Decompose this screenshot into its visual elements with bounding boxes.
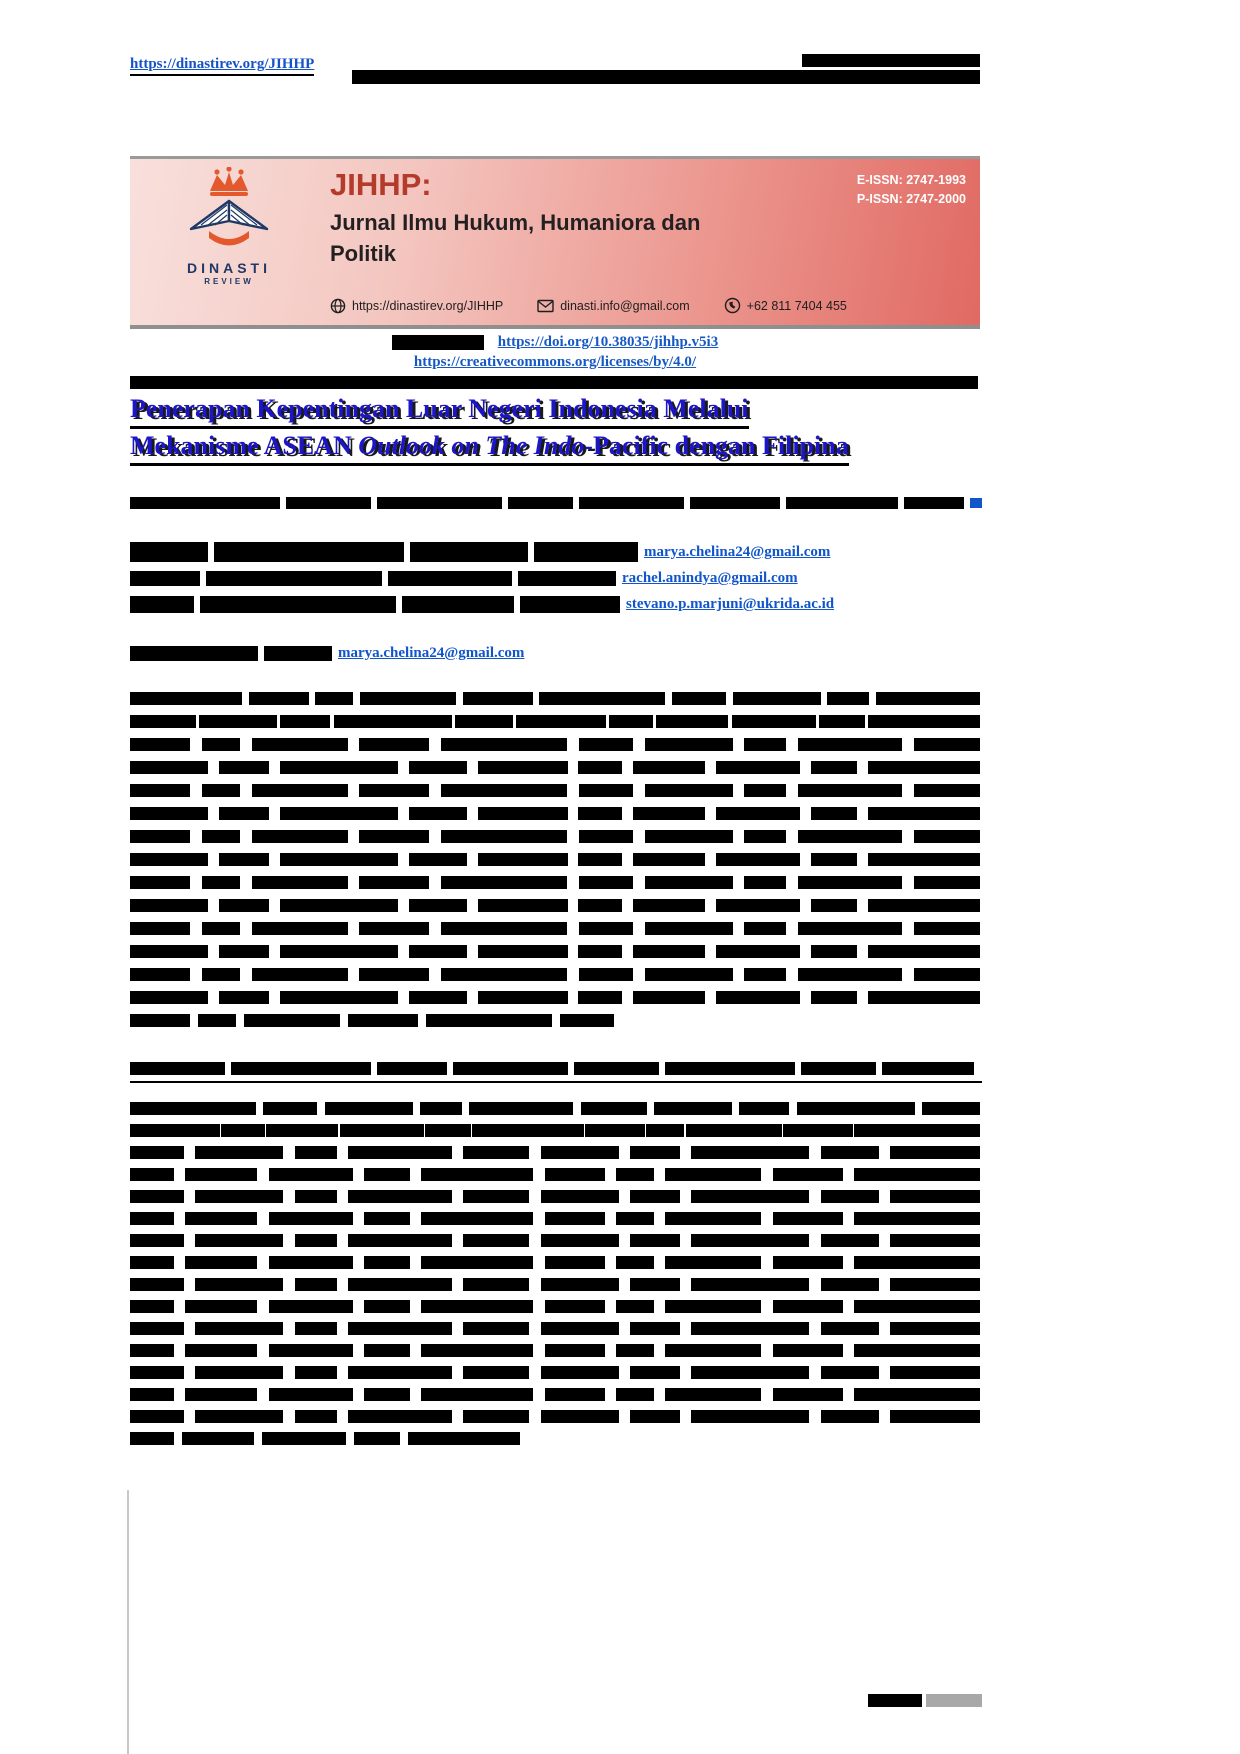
journal-banner [130,156,980,329]
author-email-3[interactable]: stevano.p.marjuni@ukrida.ac.id [626,596,835,612]
redacted-abstract-paragraph [130,692,980,1037]
section-rule [130,1081,982,1083]
redacted-affiliation-3 [130,596,626,613]
license-link[interactable]: https://creativecommons.org/licenses/by/4.0/ [413,354,697,370]
author-email-2[interactable]: rachel.anindya@gmail.com [622,570,798,586]
author-email-1[interactable]: marya.chelina24@gmail.com [644,543,831,560]
page-edge-artifact [127,1490,129,1754]
journal-name-line1: Jurnal Ilmu Hukum, Humaniora dan [330,210,701,235]
header-journal-link[interactable]: https://dinastirev.org/JIHHP [130,56,314,76]
title-line2-italic: Outlook on The Indo- [358,431,594,460]
envelope-icon [537,299,554,313]
logo-text-dinasti: DINASTI [187,260,271,276]
article-title [130,392,982,466]
phone-icon [724,297,741,314]
globe-icon [330,298,346,314]
p-issn: P-ISSN: 2747-2000 [856,192,966,207]
redacted-superscript-link [970,498,982,508]
page-label-highlight [926,1694,982,1707]
banner-website [330,298,503,314]
issn-block [857,171,966,210]
redacted-header-volume-info [802,54,986,67]
doi-block [130,333,980,373]
crown-book-logo-icon [179,167,279,253]
logo-text-review: REVIEW [204,277,254,286]
e-issn: E-ISSN: 2747-1993 [856,173,966,187]
redacted-doi-label [392,335,490,350]
banner-contact-row [330,297,847,314]
title-line2-pre: Mekanisme ASEAN [130,431,359,460]
banner-email-text: dinasti.info@gmail.com [560,298,690,313]
dinasti-logo [164,167,294,286]
redacted-affiliation-1 [130,542,644,562]
article-title-line1: Penerapan Kepentingan Luar Negeri Indonesia Melalui [130,392,749,429]
doi-link[interactable]: https://doi.org/10.38035/jihhp.v5i3 [497,334,719,350]
corresponding-author-email[interactable]: marya.chelina24@gmail.com [338,645,525,661]
redacted-keywords-line [130,1062,980,1075]
redacted-header-issue-info [352,70,986,84]
redacted-affiliation-2 [130,571,622,586]
redacted-body-paragraph [130,1102,980,1454]
redacted-page-number [868,1694,928,1707]
redacted-author-names-line [130,497,970,509]
journal-acronym: JIHHP: [330,167,432,202]
journal-name-line2: Politik [330,241,397,266]
redacted-dates-line [130,376,984,389]
banner-email [537,299,689,313]
banner-phone [724,297,847,314]
redacted-corresponding-author-label [130,646,338,661]
title-line2-post: Pacific dengan Filipina [593,431,849,460]
banner-phone-text: +62 811 7404 455 [746,298,847,313]
banner-website-text: https://dinastirev.org/JIHHP [352,298,504,313]
article-title-line2 [130,429,849,466]
journal-name [330,207,830,269]
